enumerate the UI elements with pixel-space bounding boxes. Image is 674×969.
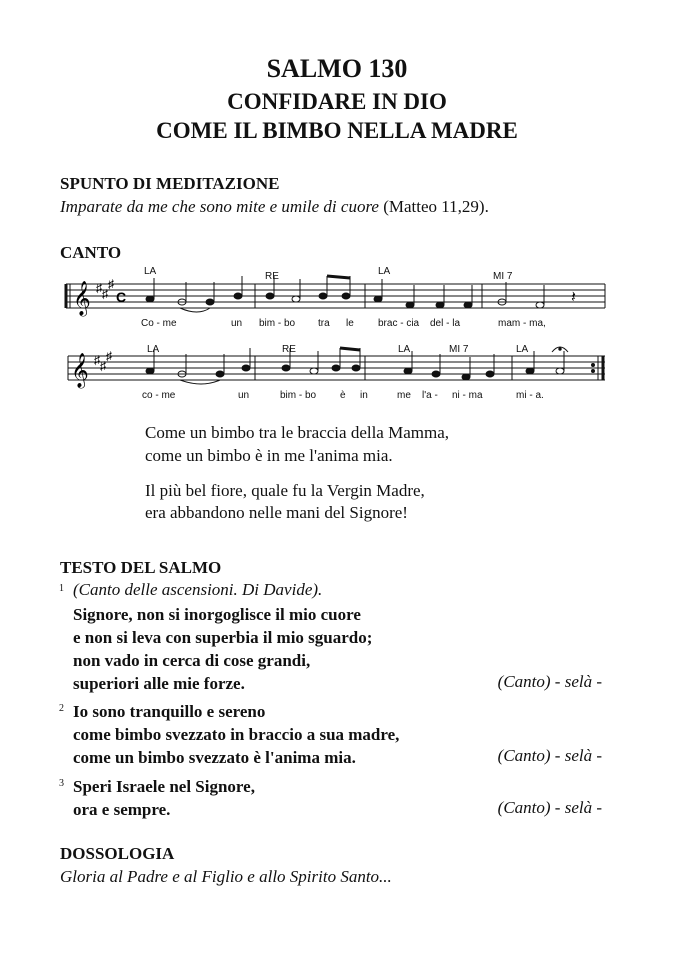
verse-2-line-3: come un bimbo svezzato è l'anima mia.	[73, 748, 356, 767]
chord-2-2: RE	[282, 344, 296, 355]
verse-number: 2	[59, 703, 64, 714]
lyric-1-2: un	[231, 318, 243, 329]
chord-1-1: LA	[144, 266, 157, 277]
psalm-subtitle-1: CONFIDARE IN DIO	[227, 89, 447, 114]
chord-1-2: RE	[265, 271, 279, 282]
meditation-heading: SPUNTO DI MEDITAZIONE	[60, 174, 280, 193]
stanza-2-line-2: era abbandono nelle mani del Signore!	[145, 503, 408, 522]
meditation-text	[60, 197, 489, 217]
verse-1-line-2: e non si leva con superbia il mio sguardo;	[73, 628, 373, 647]
verse-3-line-2: ora e sempre.	[73, 800, 171, 819]
sharp-icon: ♯	[106, 349, 112, 363]
lyric-2-7: l'a -	[422, 390, 438, 401]
stanza-1-line-1: Come un bimbo tra le braccia della Mamma,	[145, 423, 450, 442]
treble-clef-icon: 𝄞	[71, 354, 89, 387]
lyric-1-4: tra	[318, 318, 330, 329]
stanza-2-line-1: Il più bel fiore, quale fu la Vergin Madre,	[145, 481, 425, 500]
sharp-icon: ♯	[94, 353, 100, 367]
sharp-icon: ♯	[96, 281, 102, 295]
stanza-1-line-2: come un bimbo è in me l'anima mia.	[145, 446, 393, 465]
lyric-2-8: ni - ma	[452, 390, 483, 401]
chord-2-1: LA	[147, 344, 160, 355]
verse-1-line-4: superiori alle mie forze.	[73, 674, 245, 693]
verse-2-line-1: Io sono tranquillo e sereno	[73, 702, 266, 721]
psalm-title: SALMO 130	[266, 54, 408, 83]
chord-1-3: LA	[378, 266, 391, 277]
refrain-marker: (Canto) - selà -	[497, 672, 602, 691]
lyric-1-3: bim - bo	[259, 318, 296, 329]
lyric-1-1: Co - me	[141, 318, 177, 329]
lyric-1-7: del - la	[430, 318, 461, 329]
doxology-heading: DOSSOLOGIA	[60, 844, 175, 863]
chord-1-4: MI 7	[493, 271, 513, 282]
verse-intro: (Canto delle ascensioni. Di Davide).	[73, 580, 323, 599]
treble-clef-icon: 𝄞	[73, 282, 91, 315]
verse-number: 3	[59, 778, 64, 789]
lyric-1-6: brac - cia	[378, 318, 420, 329]
canto-heading: CANTO	[60, 243, 122, 262]
lyric-2-2: un	[238, 390, 250, 401]
verse-number: 1	[59, 583, 64, 594]
meditation-reference: (Matteo 11,29).	[383, 197, 489, 216]
verse-1-line-1: Signore, non si inorgoglisce il mio cuore	[73, 605, 361, 624]
rest-icon: 𝄽	[571, 289, 576, 306]
lyric-2-4: è	[340, 390, 346, 401]
verse-3-line-1: Speri Israele nel Signore,	[73, 777, 255, 796]
lyric-1-5: le	[346, 318, 354, 329]
psalm-subtitle-2: COME IL BIMBO NELLA MADRE	[156, 118, 518, 143]
chord-2-3: LA	[398, 344, 411, 355]
lyric-2-6: me	[397, 390, 411, 401]
sharp-icon: ♯	[100, 359, 106, 373]
verse-1-line-3: non vado in cerca di cose grandi,	[73, 651, 311, 670]
sharp-icon: ♯	[108, 277, 114, 291]
refrain-marker: (Canto) - selà -	[497, 798, 602, 817]
psalm-text-heading: TESTO DEL SALMO	[60, 558, 222, 577]
doxology-text: Gloria al Padre e al Figlio e allo Spirito Santo...	[60, 867, 392, 886]
lyric-2-3: bim - bo	[280, 390, 317, 401]
common-time-icon: C	[116, 289, 127, 305]
lyric-2-1: co - me	[142, 390, 176, 401]
lyric-2-5: in	[360, 390, 368, 401]
lyric-2-9: mi - a.	[516, 390, 544, 401]
lyric-1-8: mam - ma,	[498, 318, 546, 329]
verse-2-line-2: come bimbo svezzato in braccio a sua madre,	[73, 725, 400, 744]
sharp-icon: ♯	[102, 287, 108, 301]
chord-2-5: LA	[516, 344, 529, 355]
meditation-quote: Imparate da me che sono mite e umile di cuore	[60, 197, 379, 216]
refrain-marker: (Canto) - selà -	[497, 746, 602, 765]
chord-2-4: MI 7	[449, 344, 469, 355]
